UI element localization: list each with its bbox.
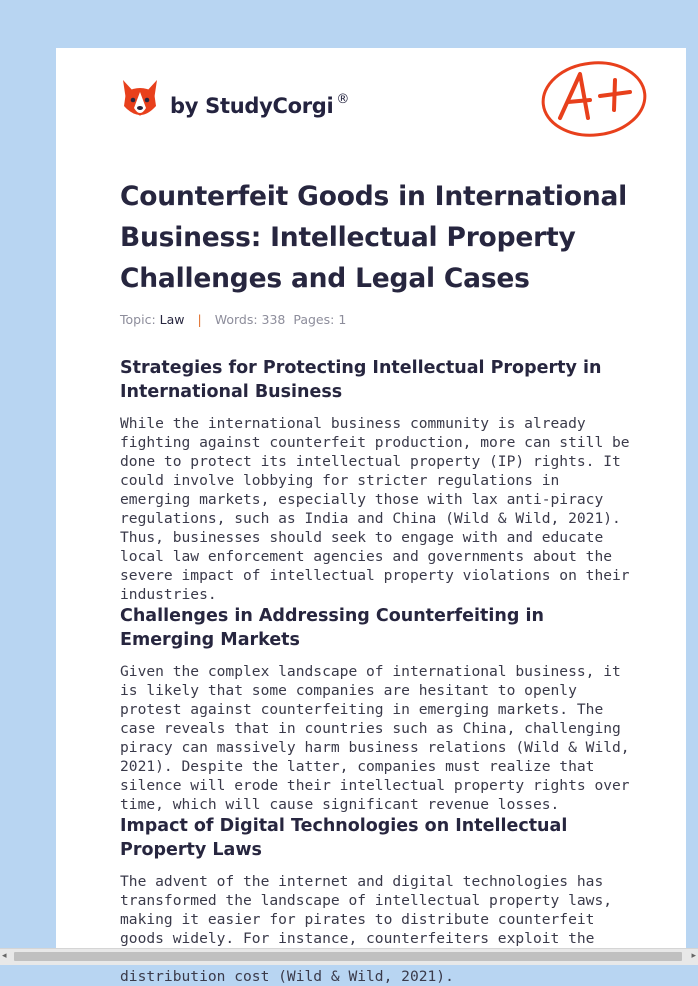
- scrollbar-thumb[interactable]: [14, 952, 682, 961]
- topic-label: Topic:: [120, 312, 156, 327]
- words-value: 338: [261, 312, 286, 327]
- meta-separator: |: [197, 312, 202, 327]
- scroll-left-icon[interactable]: ◂: [2, 951, 7, 961]
- grade-a-plus-stamp: [538, 58, 650, 140]
- section-heading: Challenges in Addressing Counterfeiting in Emerging Markets: [120, 606, 544, 650]
- corgi-icon: [120, 78, 160, 122]
- document-body: [120, 356, 635, 986]
- section-heading: Impact of Digital Technologies on Intellectual Property Laws: [120, 816, 568, 860]
- document-page: [56, 48, 686, 985]
- scroll-right-icon[interactable]: ▸: [691, 951, 696, 961]
- section-heading: Strategies for Protecting Intellectual Property in International Business: [120, 358, 602, 402]
- pages-value: 1: [338, 312, 347, 327]
- section-paragraph: The advent of the internet and digital technologies has transformed the landscape of intellectual property laws, making it easier for pirates to distribute counterfeit goods widely. For instance, counterfeiters exploit the distribution cost (Wild & Wild, 2021).: [120, 873, 613, 985]
- pages-label: Pages:: [293, 312, 335, 327]
- words-label: Words:: [214, 312, 258, 327]
- section-paragraph: While the international business community is already fighting against counterfeit production, more can still be done to protect its intellectual property (IP) rights. It could involve lobbying for stricter regulations in emerging markets, especially those with lax anti-piracy regulations, such as India and China (Wild & Wild, 2021). Thus, businesses should seek to engage with and educate local law enforcement agencies and governments about the severe impact of intellectual property violations on their industries.: [120, 415, 630, 603]
- horizontal-scrollbar[interactable]: [0, 948, 698, 965]
- registered-mark: ®: [336, 92, 350, 107]
- brand-name: by StudyCorgi: [170, 94, 334, 118]
- document-title: Counterfeit Goods in International Business: Intellectual Property Challenges and Legal Cases: [120, 181, 628, 294]
- topic-value[interactable]: Law: [159, 312, 185, 327]
- section-paragraph: Given the complex landscape of international business, it is likely that some companies are hesitant to openly protest against counterfeiting in emerging markets. The case reveals that in countries such as China, challenging piracy can massively harm business relations (Wild & Wild, 2021). Despite the latter, companies must realize that silence will erode their intellectual property rights over time, which will cause significant revenue losses.: [120, 663, 630, 813]
- studycorgi-logo[interactable]: [120, 76, 349, 124]
- document-meta: [120, 312, 346, 327]
